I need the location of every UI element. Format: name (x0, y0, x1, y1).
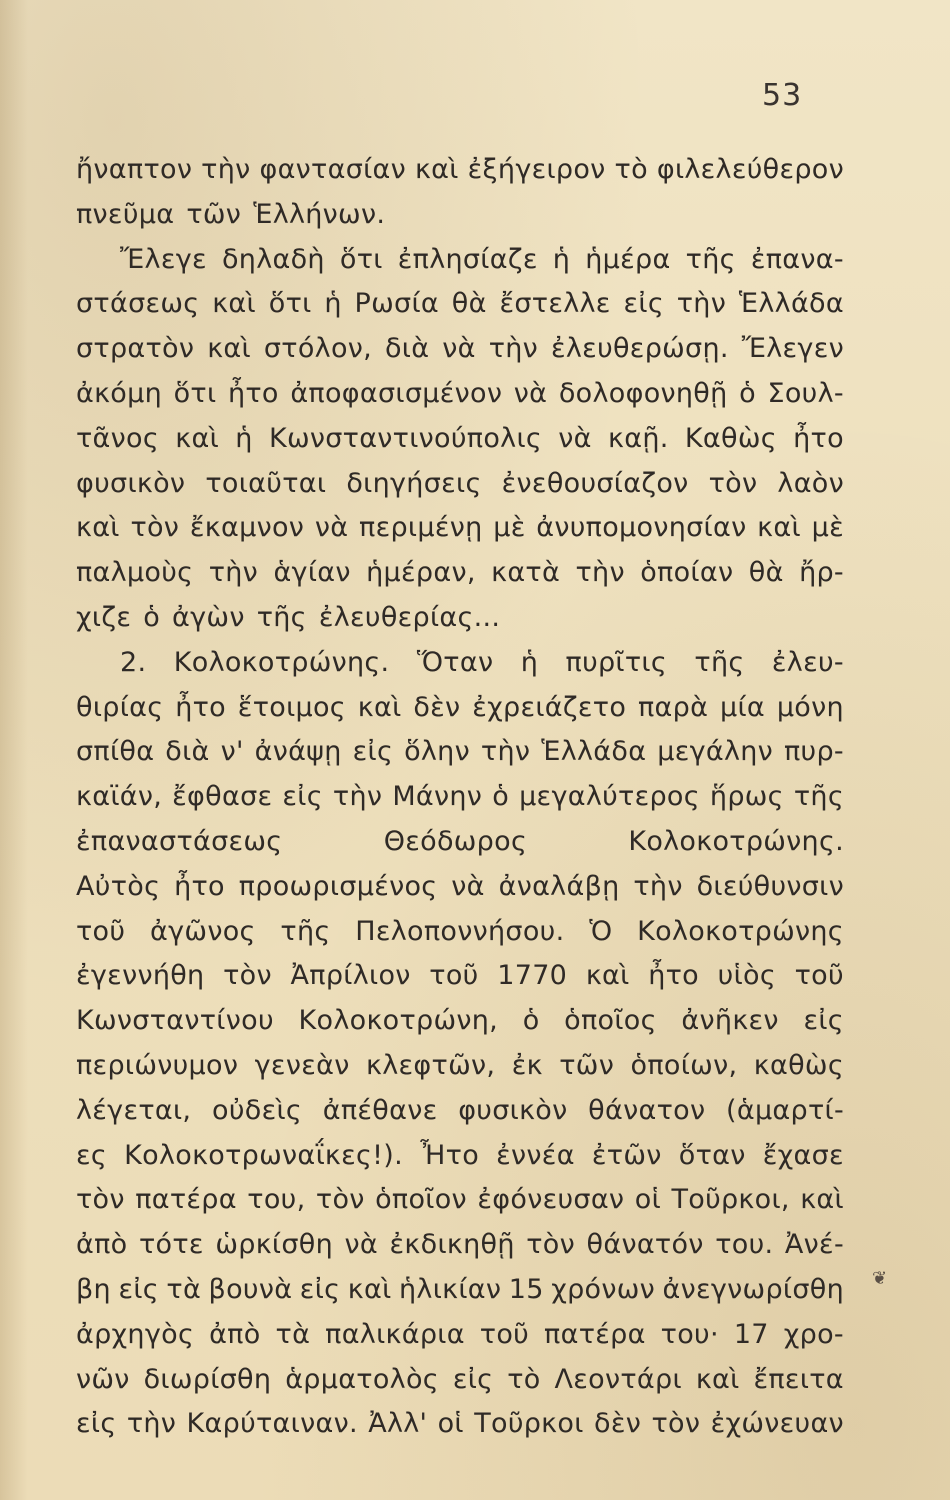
word: τὴν (633, 870, 683, 902)
word: θάνατόν (586, 1229, 704, 1261)
word: εἰς (118, 1273, 159, 1305)
text-line (76, 506, 844, 551)
word: ἀνάψῃ (254, 736, 342, 768)
word: ὁ (143, 601, 161, 633)
word: καὶ (76, 512, 120, 544)
word: ἀπὸ (209, 1318, 261, 1350)
word: καὶ (695, 1363, 740, 1395)
word: καὶ (175, 422, 220, 454)
word: Αὐτὸς (76, 870, 161, 902)
word: ὅτι (339, 243, 383, 275)
word: τότε (139, 1229, 204, 1261)
word: τὸν (526, 1229, 576, 1261)
word: του. (715, 1229, 774, 1261)
word: τῆς (280, 915, 331, 947)
text-line (76, 372, 844, 417)
word: Λεοντάρι (554, 1363, 682, 1395)
word: Ὅταν (416, 646, 494, 678)
word: ὡρκίσθη (215, 1229, 333, 1261)
text-line (76, 686, 844, 731)
word: δηλαδὴ (221, 243, 325, 275)
word: ἀποφασισμένον (290, 377, 503, 409)
word: Τοῦρκοι (474, 1408, 584, 1440)
word: τὰ (275, 1318, 311, 1350)
word: τὴν (480, 736, 531, 768)
word: διὰ (165, 736, 210, 768)
word: ἀνῆκεν (681, 1005, 779, 1037)
word: ἐτῶν (591, 1139, 662, 1171)
word: μὲ (493, 512, 526, 544)
text-line (76, 910, 844, 955)
word: Κολοκοτρώνης. (628, 825, 844, 857)
word: τὰ (166, 1273, 202, 1305)
word: Θεόδωρος (383, 825, 528, 857)
word: ἀναλάβῃ (498, 870, 620, 902)
word: κλεφτῶν, (366, 1049, 496, 1081)
word: λέγεται, (76, 1094, 192, 1126)
word: βη (76, 1273, 111, 1305)
word: ἐνεθουσίαζον (501, 467, 689, 499)
word: σπίθα (76, 736, 155, 768)
word: ἦτο (648, 960, 699, 992)
word: χρο- (783, 1318, 844, 1350)
word: εἰς (623, 288, 664, 320)
word: νὰ (314, 512, 349, 544)
word: Καρύταιναν. (186, 1408, 358, 1440)
word: ὅλην (404, 736, 470, 768)
word: ἐννέα (496, 1139, 575, 1171)
word: ἀπέθανε (322, 1094, 438, 1126)
word: ἔφθασε (172, 781, 273, 813)
word: ἐλευθερώσῃ. (551, 333, 729, 365)
text-line (76, 1134, 844, 1179)
word: οἱ (437, 1408, 464, 1440)
word: ὅταν (678, 1139, 746, 1171)
word: ἀρχηγὸς (76, 1318, 195, 1350)
word: ἦτο (175, 691, 226, 723)
text-line (76, 417, 844, 462)
word: δὲν (594, 1408, 642, 1440)
word: εἰς (299, 1273, 341, 1305)
word: ἤρ- (799, 557, 844, 589)
word: δὲν (413, 691, 461, 723)
word: ἡ (235, 422, 253, 454)
word: Πελοποννήσου. (355, 915, 565, 947)
word: ἥρως (709, 781, 784, 813)
word: 17 (733, 1318, 769, 1350)
word: τῆς (793, 781, 844, 813)
word: γενεὰν (254, 1049, 350, 1081)
word: ὁ (522, 1005, 540, 1037)
text-line (76, 1313, 844, 1358)
word: ν' (220, 736, 244, 768)
word: κατὰ (491, 557, 561, 589)
text-line (76, 775, 844, 820)
word: μία (720, 691, 766, 723)
word: καὶ (585, 960, 630, 992)
text-line (76, 1178, 844, 1223)
word: ἤναπτον (76, 154, 193, 185)
word: εἰς (76, 1408, 117, 1440)
word: πατέρα (135, 1184, 237, 1216)
text-line (76, 551, 844, 596)
word: τὸν (315, 1184, 365, 1216)
word: ἀγὼν (172, 601, 245, 633)
word: λαὸν (777, 467, 844, 499)
word: καὶ (800, 1184, 844, 1216)
word: ὁποῖον (375, 1184, 467, 1216)
word: ἀνυπομονησίαν (536, 512, 747, 544)
word: διὰ (384, 333, 430, 365)
word: διηγήσεις (346, 467, 482, 499)
word: ἐφόνευσαν (477, 1184, 625, 1216)
word: ἡ (552, 243, 571, 275)
word: ἔστελλε (499, 288, 611, 320)
word: ἡ (520, 646, 539, 678)
word: καὶ (357, 691, 402, 723)
word: ἔπειτα (753, 1363, 844, 1395)
word: τὸν (708, 467, 758, 499)
word: τῶν (186, 198, 242, 230)
text-line (76, 1268, 844, 1313)
word: Σουλ- (767, 377, 844, 409)
word: τὸν (651, 1408, 701, 1440)
word: τὸν (223, 960, 272, 992)
word: τοῦ (794, 960, 844, 992)
word: βουνὰ (208, 1273, 293, 1305)
word: Ἦτο (420, 1139, 480, 1171)
word: Κωνσταντινούπολις (268, 422, 543, 454)
word: εἰς (352, 736, 394, 768)
word: τὸ (507, 1363, 541, 1395)
word: τὴν (208, 557, 259, 589)
word: Μάνην (392, 781, 483, 813)
word: πατέρα (544, 1318, 646, 1350)
word: προωρισμένος (238, 870, 438, 902)
word: Τοῦρκοι, (671, 1184, 790, 1216)
text-line (76, 865, 844, 910)
text-line (76, 282, 844, 327)
text-line (76, 1223, 844, 1268)
page-edge-shadow (0, 0, 28, 1500)
word: δολοφονηθῇ (558, 377, 728, 409)
word: ἁγίαν (273, 557, 351, 589)
word: καὶ (347, 1273, 392, 1305)
word: εἰς (282, 781, 323, 813)
word: ἀκόμη (76, 377, 163, 409)
word: Κολοκοτρώνης (637, 915, 844, 947)
word: περιώνυμον (76, 1049, 239, 1081)
word: νῶν (76, 1363, 130, 1395)
word: ἐπλησίαζε (397, 243, 538, 275)
word: τῆς (694, 646, 745, 678)
word: θὰ (748, 557, 784, 589)
text-line (76, 148, 844, 193)
word: νὰ (558, 422, 592, 454)
word: παλμοὺς (76, 557, 194, 589)
word: του, (247, 1184, 306, 1216)
word: ἐγεννήθη (76, 960, 205, 992)
word: νὰ (513, 377, 548, 409)
word: τᾶνος (76, 422, 160, 454)
word: τὴν (332, 781, 383, 813)
word: τοῦ (76, 915, 126, 947)
text-line (76, 193, 844, 238)
word: ἐπαναστάσεως (76, 825, 283, 857)
word: χρόνων (551, 1273, 656, 1305)
word: καϊάν, (76, 781, 163, 813)
word: ἐξήγειρον (467, 154, 606, 185)
word: ἐκ (511, 1049, 543, 1081)
word: παρὰ (637, 691, 709, 723)
word: διεύθυνσιν (696, 870, 844, 902)
word: Κολοκοτρωναΐκες!). (124, 1139, 404, 1171)
word: μεγάλην (657, 736, 774, 768)
word: καῇ. (608, 422, 669, 454)
word: τὴν (201, 154, 251, 185)
body-text (76, 148, 844, 1447)
word: Ἑλλήνων. (253, 198, 386, 230)
word: φαντασίαν (259, 154, 407, 185)
word: φυσικὸν (458, 1094, 568, 1126)
word: ὁποίων, (630, 1049, 738, 1081)
word: περιμένῃ (359, 512, 483, 544)
word: καὶ (212, 288, 256, 320)
word: ἀγῶνος (150, 915, 256, 947)
word: 1770 (497, 960, 568, 992)
word: τὴν (676, 288, 727, 320)
word: ἐχρειάζετο (472, 691, 627, 723)
word: ὁ (739, 377, 756, 409)
word: εἰς (452, 1363, 494, 1395)
word: νὰ (442, 333, 476, 365)
word: τῆς (685, 243, 736, 275)
word: τοιαῦται (205, 467, 327, 499)
word: Ἀλλ' (368, 1408, 428, 1440)
word: τὴν (575, 557, 625, 589)
word: χιζε (76, 601, 132, 633)
word: ἐπανα- (750, 243, 844, 275)
word: ἀνεγνωρίσθη (662, 1273, 844, 1305)
word: Ὁ (589, 915, 613, 947)
text-line (76, 1044, 844, 1089)
word: του· (660, 1318, 719, 1350)
word: Ρωσία (354, 288, 439, 320)
word: ὅτι (268, 288, 312, 320)
word: ἔχασε (762, 1139, 844, 1171)
word: διωρίσθη (143, 1363, 272, 1395)
word: νὰ (451, 870, 485, 902)
text-line (76, 730, 844, 775)
text-line (76, 462, 844, 507)
word: μόνη (776, 691, 844, 723)
word: φιλελεύθερον (656, 154, 844, 185)
word: Ἀνέ- (784, 1229, 844, 1261)
word: ἡλικίαν (399, 1273, 502, 1305)
word: θὰ (451, 288, 487, 320)
word: καθὼς (753, 1049, 844, 1081)
word: μὲ (811, 512, 844, 544)
word: νὰ (344, 1229, 378, 1261)
word: ἦτο (227, 377, 279, 409)
word: Ἔλεγεν (741, 333, 844, 365)
word: τοῦ (479, 1318, 530, 1350)
word: Ἑλλάδα (738, 288, 844, 320)
word: ἐλευθερίας... (318, 601, 501, 633)
word: εἰς (803, 1005, 844, 1037)
word: Κολοκοτρώνη, (298, 1005, 499, 1037)
word: Κολοκοτρώνης. (173, 646, 390, 678)
text-line (76, 1402, 844, 1447)
word: θάνατον (588, 1094, 706, 1126)
word: Κωνσταντίνου (76, 1005, 274, 1037)
word: ὁποίαν (640, 557, 734, 589)
text-line (76, 999, 844, 1044)
word: ἀπὸ (76, 1229, 128, 1261)
word: τὸν (130, 512, 180, 544)
word: ὁ (492, 781, 510, 813)
word: στόλον, (263, 333, 373, 365)
word: ἡμέραν, (366, 557, 476, 589)
word: ἔκαμνον (189, 512, 305, 544)
word: καὶ (757, 512, 801, 544)
word: (ἁμαρτί- (726, 1094, 844, 1126)
text-line (76, 327, 844, 372)
text-line (76, 596, 844, 641)
word: τοῦ (429, 960, 479, 992)
word: Καθὼς (684, 422, 777, 454)
word: τῆς (256, 601, 307, 633)
word: τὸν (76, 1184, 125, 1216)
word: οὐδεὶς (212, 1094, 303, 1126)
text-line (76, 954, 844, 999)
word: πυρῖτις (565, 646, 668, 678)
word: ἦτο (793, 422, 844, 454)
text-line (76, 1089, 844, 1134)
word: καὶ (414, 154, 459, 185)
word: ἦτο (174, 870, 225, 902)
word: ἁρματολὸς (285, 1363, 439, 1395)
word: οἱ (634, 1184, 662, 1216)
page-number: 53 (762, 78, 803, 113)
word: ἡμέρα (585, 243, 671, 275)
decorative-ornament-icon: ❦ (872, 1268, 888, 1289)
word: 15 (508, 1273, 544, 1305)
word: στρατὸν (76, 333, 195, 365)
word: τὸ (614, 154, 648, 185)
word: ἐλευ- (771, 646, 844, 678)
word: τὴν (126, 1408, 177, 1440)
word: ἕτοιμος (237, 691, 346, 723)
word: πνεῦμα (76, 198, 175, 230)
word: 2. (120, 646, 147, 678)
word: τῶν (559, 1049, 615, 1081)
text-line (76, 1358, 844, 1403)
word: ες (76, 1139, 108, 1171)
word: θιρίας (76, 691, 164, 723)
word: μεγαλύτερος (519, 781, 700, 813)
word: ἐχώνευαν (710, 1408, 844, 1440)
word: τὴν (488, 333, 539, 365)
word: υἱὸς (717, 960, 776, 992)
word: Ἔλεγε (120, 243, 207, 275)
word: ὁποῖος (564, 1005, 657, 1037)
word: Ἑλλάδα (541, 736, 647, 768)
word: ἡ (324, 288, 342, 320)
text-line (76, 238, 844, 283)
word: φυσικὸν (76, 467, 186, 499)
word: στάσεως (76, 288, 200, 320)
word: παλικάρια (325, 1318, 465, 1350)
text-line (76, 820, 844, 865)
word: ὅτι (173, 377, 217, 409)
word: πυρ- (784, 736, 844, 768)
word: ἐκδικηθῇ (389, 1229, 515, 1261)
word: Ἀπρίλιον (290, 960, 411, 992)
word: καὶ (207, 333, 251, 365)
section-heading-line (76, 641, 844, 686)
